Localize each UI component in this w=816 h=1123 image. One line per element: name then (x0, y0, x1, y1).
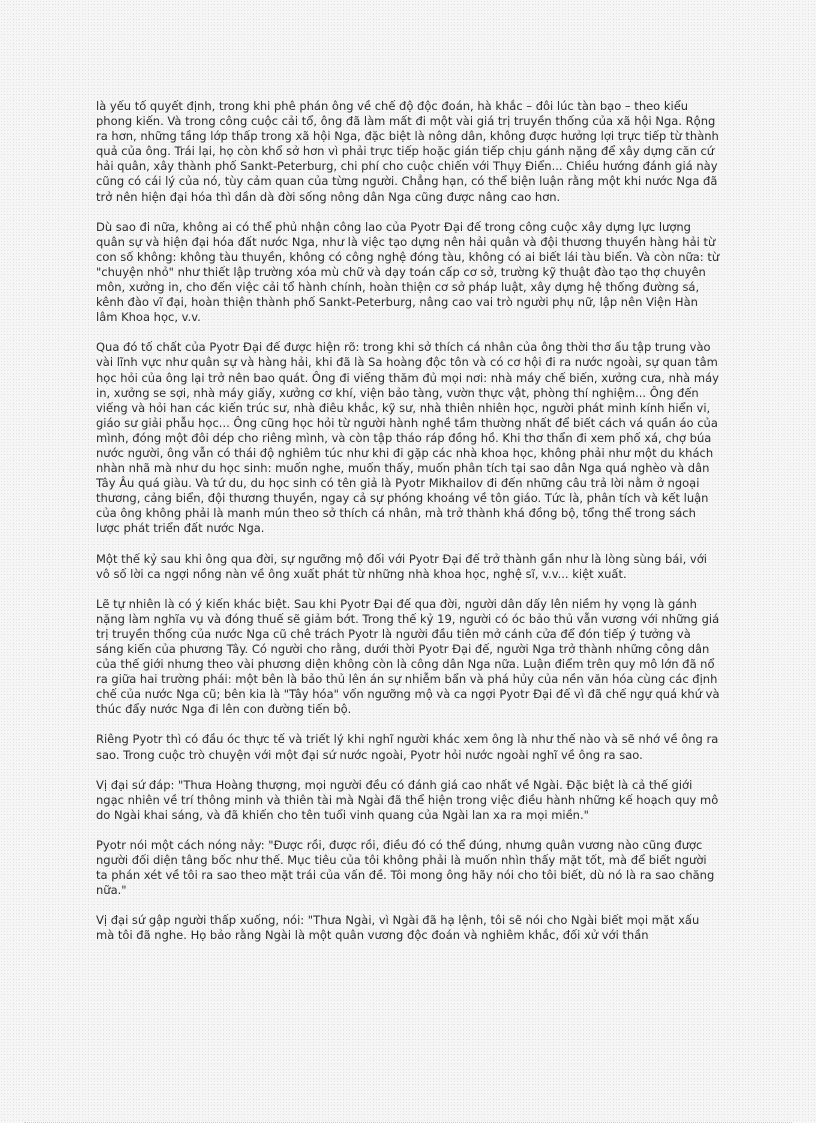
paragraph: Dù sao đi nữa, không ai có thể phủ nhận công lao của Pyotr Đại đế trong công cuộc xây dựng lực lượng quân sự và hiện đại hóa đất nước Nga, như là việc tạo dựng nên hải quân và đội thương thuyền hàng hải từ con số không: không tàu thuyền, không có công nghệ đóng tàu, không có ai biết lái tàu biển. Và còn nữa: từ "chuyện nhỏ" như thiết lập trường xóa mù chữ và dạy toán cấp cơ sở, trường kỹ thuật đào tạo thợ chuyên môn, xưởng in, cho đến việc cải tổ hành chính, hoàn thiện cơ sở pháp luật, xây dựng hệ thống đường sá, kênh đào vĩ đại, hoàn thiện thành phố Sankt-Peterburg, nâng cao vai trò người phụ nữ, lập nên Viện Hàn lâm Khoa học, v.v. (96, 219, 720, 325)
paragraph: Vị đại sứ đáp: "Thưa Hoàng thượng, mọi người đều có đánh giá cao nhất về Ngài. Đặc biệt là cả thế giới ngạc nhiên về trí thông minh và thiên tài mà Ngài đã thể hiện trong việc điều hành những kế hoạch quy mô do Ngài khai sáng, và đã khiến cho tên tuổi vinh quang của Ngài lan xa ra mọi miền." (96, 777, 719, 822)
paragraph: Một thế kỷ sau khi ông qua đời, sự ngưỡng mộ đối với Pyotr Đại đế trở thành gần như là lòng sùng bái, với vô số lời ca ngợi nồng nàn về ông xuất phát từ những nhà khoa học, nghệ sĩ, v.v... kiệt xuất. (96, 551, 707, 581)
paragraph: Qua đó tố chất của Pyotr Đại đế được hiện rõ: trong khi sở thích cá nhân của ông thời thơ ấu tập trung vào vài lĩnh vực như quân sự và hàng hải, khi đã là Sa hoàng độc tôn và có cơ hội đi ra nước ngoài, sự quan tâm học hỏi của ông lại trở nên bao quát. Ông đi viếng thăm đủ mọi nơi: nhà máy chế biến, xưởng cưa, nhà máy in, xưởng se sợi, nhà máy giấy, xưởng cơ khí, viện bảo tàng, vườn thực vật, phòng thí nghiệm... Ông đến viếng và hỏi han các kiến trúc sư, nhà điêu khắc, kỹ sư, nhà thiên nhiên học, người phát minh kính hiển vi, giáo sư giải phẫu học... Ông cũng học hỏi từ người hành nghề tầm thường nhất để biết cách vá quần áo của mình, đóng một đôi dép cho riêng mình, và còn tập tháo ráp đồng hồ. Khi thơ thẩn đi xem phố xá, chợ búa nước người, ông vẫn có thái độ nghiêm túc như khi đi gặp các nhà khoa học, không phải như một du khách nhàn nhã mà như du học sinh: muốn nghe, muốn thấy, muốn phân tích tại sao dân Nga quá nghèo và dân Tây Âu quá giàu. Và tứ du, du học sinh có tên giả là Pyotr Mikhailov đi đến những câu trả lời nằm ở ngoại thương, cảng biển, đội thương thuyền, ngay cả sự phóng khoáng về tôn giáo. Tức là, phân tích và kết luận của ông không phải là manh mún theo sở thích cá nhân, mà trở thành khá đồng bộ, tổng thể trong sách lược phát triển đất nước Nga. (96, 340, 719, 536)
document-body (96, 99, 720, 959)
paragraph: Pyotr nói một cách nóng nảy: "Được rồi, được rồi, điều đó có thể đúng, nhưng quân vương nào cũng được người đối diện tâng bốc như thế. Mục tiêu của tôi không phải là muốn nhìn thấy mặt tốt, mà để biết người ta phán xét về tôi ra sao theo mặt trái của vấn đề. Tôi mong ông hãy nói cho tôi biết, dù nó là ra sao chăng nữa." (96, 837, 715, 898)
paragraph: Riêng Pyotr thì có đầu óc thực tế và triết lý khi nghĩ người khác xem ông là như thế nào và sẽ nhớ về ông ra sao. Trong cuộc trò chuyện với một đại sứ nước ngoài, Pyotr hỏi nước ngoài nghĩ về ông ra sao. (96, 732, 719, 762)
paragraph: Lẽ tự nhiên là có ý kiến khác biệt. Sau khi Pyotr Đại đế qua đời, người dân dấy lên niềm hy vọng là gánh nặng làm nghĩa vụ và đóng thuế sẽ giảm bớt. Trong thế kỷ 19, người có óc bảo thủ vẫn vương với những giá trị truyền thống của nước Nga cũ chê trách Pyotr là người đầu tiên mở cánh cửa để đón tiếp ý tưởng và sáng kiến của phương Tây. Có người cho rằng, dưới thời Pyotr Đại đế, người Nga trở thành những công dân của thế giới nhưng theo vài phương diện không còn là công dân Nga nữa. Luận điểm trên quy mô lớn đã nổ ra giữa hai trường phái: một bên là bảo thủ lên án sự nhiễm bẩn và phá hủy của nền văn hóa cùng các định chế của nước Nga cũ; bên kia là "Tây hóa" vốn ngưỡng mộ và ca ngợi Pyotr Đại đế vì đã chế ngự quá khứ và thúc đẩy nước Nga đi lên con đường tiến bộ. (96, 596, 720, 717)
paragraph: là yếu tố quyết định, trong khi phê phán ông về chế độ độc đoán, hà khắc – đôi lúc tàn bạo – theo kiểu phong kiến. Và trong công cuộc cải tổ, ông đã làm mất đi một vài giá trị truyền thống của xã hội Nga. Rộng ra hơn, những tầng lớp thấp trong xã hội Nga, đặc biệt là nông dân, không được hưởng lợi trực tiếp từ thành quả của ông. Trái lại, họ còn khổ sở hơn vì phải trực tiếp hoặc gián tiếp chịu gánh nặng để xây dựng căn cứ hải quân, xây thành phố Sankt-Peterburg, chi phí cho cuộc chiến với Thụy Điển... Chiều hướng đánh giá này cũng có cái lý của nó, tùy cảm quan của từng người. Chẳng hạn, có thể biện luận rằng một khi nước Nga đã trở nên hiện đại hóa thì dần dà đời sống nông dân Nga cũng được nâng cao hơn. (96, 99, 719, 204)
paragraph: Vị đại sứ gập người thấp xuống, nói: "Thưa Ngài, vì Ngài đã hạ lệnh, tôi sẽ nói cho Ngài biết mọi mặt xấu mà tôi đã nghe. Họ bảo rằng Ngài là một quân vương độc đoán và nghiêm khắc, đối xử với thần (96, 913, 700, 943)
